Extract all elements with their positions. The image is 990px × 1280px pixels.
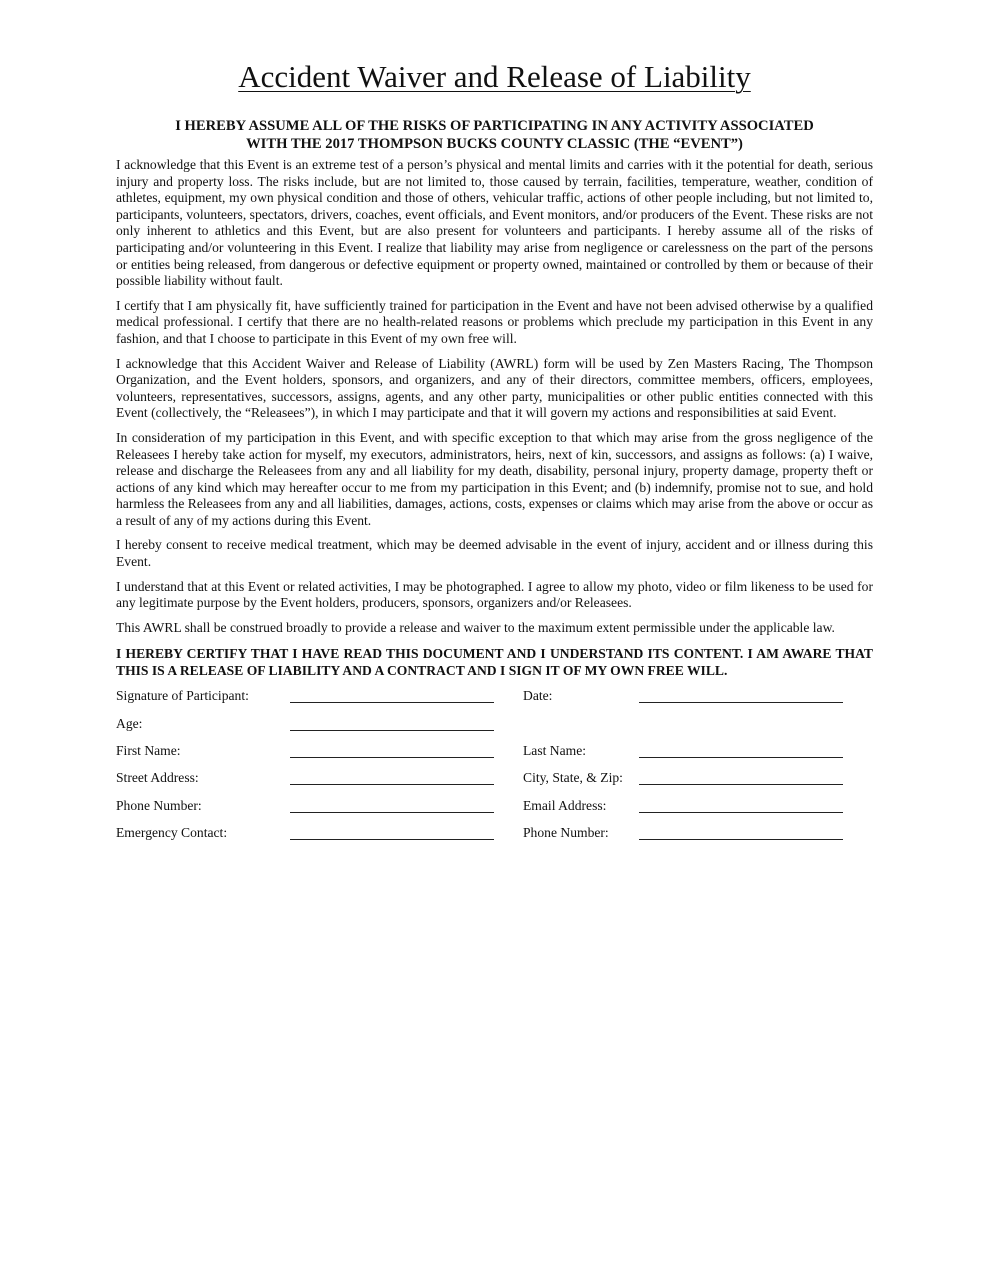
paragraph-fitness: I certify that I am physically fit, have sufficiently trained for participation in the Event and have not been advised otherwise by a qualified medical professional. I certify that there are no health-related reasons or problems which preclude my participation in this Event in any fashion, and that I choose to participate in this Event of my own free will. <box>116 297 873 346</box>
document-title: Accident Waiver and Release of Liability <box>238 59 751 94</box>
form-row-age <box>116 715 873 742</box>
street-address-label: Street Address: <box>116 770 199 786</box>
form-row-address <box>116 769 873 796</box>
paragraph-consideration: In consideration of my participation in this Event, and with specific exception to that which may arise from the gross negligence of the Releasees I hereby take action for myself, my executors, administrators, heirs, next of kin, successors, and assigns as follows: (a) I waive, release and discharge the Releasees from any and all liability for my death, disability, personal injury, property damage, property theft or actions of any kind which may hereafter occur to me from my participation in this Event; and (b) indemnify, promise not to sue, and hold harmless the Releasees from any and all liabilities, damages, actions, costs, expenses or claims which may arise from the above or occur as a result of any of my actions during this Event. <box>116 429 873 528</box>
emergency-contact-label: Emergency Contact: <box>116 824 228 840</box>
phone-number-label: Phone Number: <box>116 797 202 813</box>
form-row-contact <box>116 797 873 824</box>
first-name-label: First Name: <box>116 743 181 759</box>
emergency-phone-field[interactable] <box>639 839 843 840</box>
subtitle-line-1: I HEREBY ASSUME ALL OF THE RISKS OF PARTICIPATING IN ANY ACTIVITY ASSOCIATED <box>175 118 814 134</box>
city-state-zip-label: City, State, & Zip: <box>523 770 623 786</box>
document-subtitle <box>116 118 873 153</box>
age-field[interactable] <box>290 730 494 731</box>
signature-label: Signature of Participant: <box>116 688 249 704</box>
date-label: Date: <box>523 688 553 704</box>
signature-field[interactable] <box>290 702 494 703</box>
phone-number-field[interactable] <box>290 812 494 813</box>
paragraph-risks: I acknowledge that this Event is an extreme test of a person’s physical and mental limits and carries with it the potential for death, serious injury and property loss. The risks include, but are not limited to, those caused by terrain, facilities, temperature, weather, condition of athletes, equipment, my own physical condition and those of others, vehicular traffic, actions of other people including, but not limited to, participants, volunteers, spectators, drivers, coaches, event officials, and Event monitors, and/or producers of the Event. These risks are not only inherent to athletics and this Event, but are also present for volunteers and participants. I hereby assume all of the risks of participating and/or volunteering in this Event. I realize that liability may arise from negligence or carelessness on the part of the persons or entities being released, from dangerous or defective equipment or property owned, maintained or controlled by them or because of their possible liability without fault. <box>116 157 873 289</box>
certification-statement: I HEREBY CERTIFY THAT I HAVE READ THIS DOCUMENT AND I UNDERSTAND ITS CONTENT. I AM AWARE THAT THIS IS A RELEASE OF LIABILITY AND A CONTRACT AND I SIGN IT OF MY OWN FREE WILL. <box>116 646 873 678</box>
age-label: Age: <box>116 715 143 731</box>
paragraph-photo-release: I understand that at this Event or related activities, I may be photographed. I agree to allow my photo, video or film likeness to be used for any legitimate purpose by the Event holders, producers, sponsors, organizers and/or Releasees. <box>116 578 873 611</box>
first-name-field[interactable] <box>290 757 494 758</box>
form-row-signature <box>116 687 873 714</box>
email-address-field[interactable] <box>639 812 843 813</box>
paragraph-releasees: I acknowledge that this Accident Waiver and Release of Liability (AWRL) form will be used by Zen Masters Racing, The Thompson Organization, and the Event holders, sponsors, and organizers, and any of their directors, committee members, officers, employees, volunteers, representatives, successors, assigns, agents, and any other party, municipalities or other public entities connected with this Event (collectively, the “Releasees”), in which I may participate and that it will govern my actions and responsibilities at said Event. <box>116 355 873 421</box>
date-field[interactable] <box>639 702 843 703</box>
emergency-contact-field[interactable] <box>290 839 494 840</box>
participant-form <box>116 687 873 851</box>
email-address-label: Email Address: <box>523 797 607 813</box>
paragraph-construction: This AWRL shall be construed broadly to provide a release and waiver to the maximum extent permissible under the applicable law. <box>116 619 835 635</box>
paragraph-medical-consent: I hereby consent to receive medical treatment, which may be deemed advisable in the event of injury, accident and or illness during this Event. <box>116 537 873 570</box>
last-name-field[interactable] <box>639 757 843 758</box>
city-state-zip-field[interactable] <box>639 784 843 785</box>
waiver-body <box>116 157 873 636</box>
form-row-name <box>116 742 873 769</box>
form-row-emergency <box>116 824 873 851</box>
last-name-label: Last Name: <box>523 743 587 759</box>
emergency-phone-label: Phone Number: <box>523 824 609 840</box>
subtitle-line-2: WITH THE 2017 THOMPSON BUCKS COUNTY CLASSIC (THE “EVENT”) <box>246 135 743 152</box>
street-address-field[interactable] <box>290 784 494 785</box>
